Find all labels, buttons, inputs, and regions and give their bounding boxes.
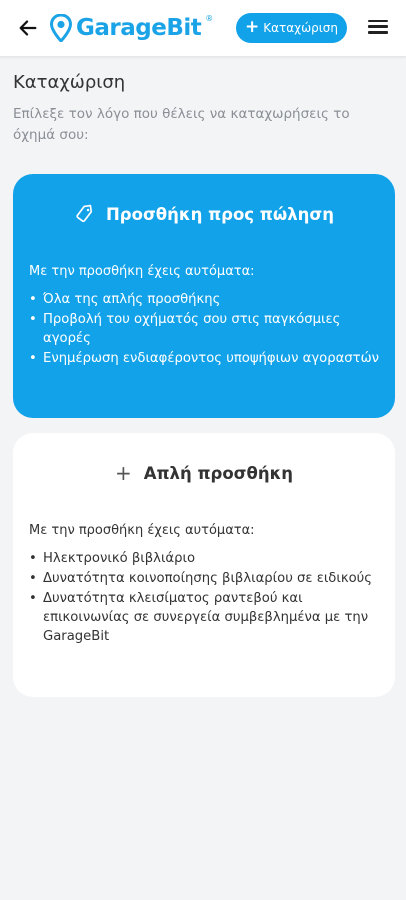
back-button[interactable]: [14, 14, 42, 42]
location-pin-icon: [50, 14, 72, 42]
add-listing-button[interactable]: [236, 13, 347, 43]
simple-card-title: Απλή προσθήκη: [143, 463, 294, 483]
simple-option-card[interactable]: [13, 433, 395, 697]
app-header: [0, 0, 406, 57]
arrow-left-icon: [17, 17, 39, 39]
registered-mark: ®: [205, 14, 214, 23]
list-item: • Δυνατότητα κοινοποίησης βιβλιαρίου σε ειδικούς: [29, 569, 383, 588]
sale-card-intro: Με την προσθήκη έχεις αυτόματα:: [29, 264, 255, 279]
page-subtitle: Επίλεξε τον λόγο που θέλεις να καταχωρήσεις το όχημά σου:: [13, 106, 350, 143]
list-item: • Όλα της απλής προσθήκης: [29, 290, 383, 309]
list-item: • Ενημέρωση ενδιαφέροντος υποψήφιων αγοραστών: [29, 349, 383, 368]
logo-text: GarageBit: [76, 15, 202, 41]
simple-card-header: [13, 463, 395, 483]
hamburger-menu-icon[interactable]: [366, 16, 390, 40]
simple-card-intro: Με την προσθήκη έχεις αυτόματα:: [29, 523, 255, 538]
tag-icon: [74, 204, 94, 224]
simple-benefits-list: [29, 549, 383, 647]
sale-card-title: Προσθήκη προς πώληση: [105, 204, 334, 224]
list-item: • Προβολή του οχήματός σου στις παγκόσμιες αγορές: [29, 310, 383, 348]
add-listing-label: Καταχώριση: [263, 21, 339, 35]
garagebit-logo[interactable]: [50, 12, 213, 44]
sale-option-card[interactable]: [13, 174, 395, 418]
page-title: Καταχώριση: [13, 72, 126, 93]
sale-benefits-list: [29, 290, 383, 369]
list-item: • Ηλεκτρονικό βιβλιάριο: [29, 549, 383, 568]
plus-icon: +: [244, 16, 260, 37]
list-item: • Δυνατότητα κλεισίματος ραντεβού και επικοινωνίας σε συνεργεία συμβεβλημένα με την GarageBit: [29, 589, 383, 646]
plus-icon: +: [114, 461, 132, 485]
sale-card-header: [13, 204, 395, 224]
